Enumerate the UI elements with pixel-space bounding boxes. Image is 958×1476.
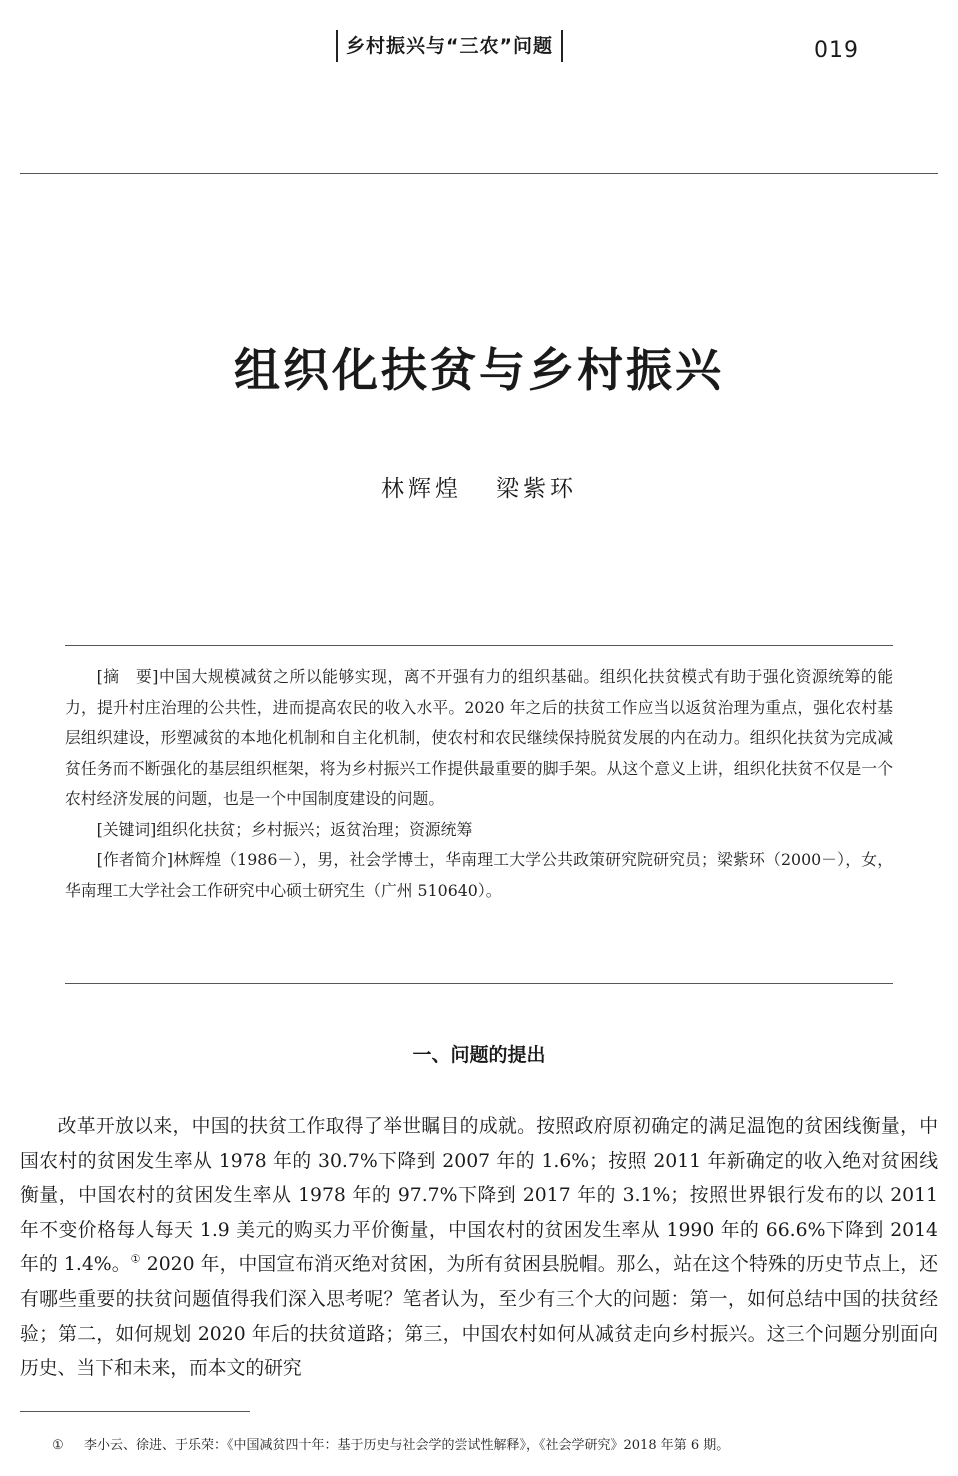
footnote-text: 李小云、徐进、于乐荣：《中国减贫四十年：基于历史与社会学的尝试性解释》，《社会学研究》2018 年第 6 期。 bbox=[84, 1438, 730, 1453]
keywords-text: 组织化扶贫；乡村振兴；返贫治理；资源统筹 bbox=[156, 819, 473, 839]
page-number: 019 bbox=[814, 38, 859, 63]
running-header: 乡村振兴与“三农”问题 bbox=[336, 30, 563, 62]
author-info-label: [作者简介] bbox=[96, 850, 174, 869]
abstract-paragraph bbox=[65, 662, 893, 815]
abstract-block bbox=[65, 662, 893, 906]
article-title: 组织化扶贫与乡村振兴 bbox=[234, 343, 724, 397]
abstract-bottom-rule bbox=[65, 983, 893, 984]
keywords-label: [关键词] bbox=[96, 819, 157, 839]
footnote-reference[interactable]: ① bbox=[130, 1253, 141, 1267]
section-heading: 一、问题的提出 bbox=[412, 1044, 546, 1066]
article-authors: 林辉煌 梁紫环 bbox=[381, 476, 577, 502]
header-divider bbox=[20, 173, 938, 174]
footnote-divider bbox=[20, 1411, 250, 1412]
body-paragraph bbox=[20, 1110, 938, 1387]
abstract-text: 中国大规模减贫之所以能够实现，离不开强有力的组织基础。组织化扶贫模式有助于强化资源统筹的能力，提升村庄治理的公共性，进而提高农民的收入水平。2020 年之后的扶贫工作应当以返贫治理为重点，强化农村基层组织建设，形塑减贫的本地化机制和自主化机制，使农村和农民继续保持脱贫发展的内在动力。组织化扶贫为完成减贫任务而不断强化的基层组织框架，将为乡村振兴工作提供最重要的脚手架。从这个意义上讲，组织化扶贫不仅是一个农村经济发展的问题，也是一个中国制度建设的问题。 bbox=[65, 667, 893, 808]
keywords-paragraph bbox=[65, 815, 893, 846]
abstract-top-rule bbox=[65, 645, 893, 646]
author-info-text: 林辉煌（1986－），男，社会学博士，华南理工大学公共政策研究院研究员；梁紫环（2000－），女，华南理工大学社会工作研究中心硕士研究生（广州 510640）。 bbox=[65, 850, 893, 900]
abstract-label: [摘 要] bbox=[96, 667, 159, 686]
footnote-marker: ① bbox=[52, 1438, 64, 1453]
body-text bbox=[20, 1110, 938, 1387]
body-text-part-2: 2020 年，中国宣布消灭绝对贫困，为所有贫困县脱帽。那么，站在这个特殊的历史节点上，还有哪些重要的扶贫问题值得我们深入思考呢？笔者认为，至少有三个大的问题：第一，如何总结中国的扶贫经验；第二，如何规划 2020 年后的扶贫道路；第三，中国农村如何从减贫走向乡村振兴。这三个问题分别面向历史、当下和未来，而本文的研究 bbox=[20, 1254, 938, 1380]
author-info-paragraph bbox=[65, 845, 893, 906]
footnote bbox=[52, 1437, 932, 1455]
body-text-part-1: 改革开放以来，中国的扶贫工作取得了举世瞩目的成就。按照政府原初确定的满足温饱的贫困线衡量，中国农村的贫困发生率从 1978 年的 30.7%下降到 2007 年的 1.6%；按照 2011 年新确定的收入绝对贫困线衡量，中国农村的贫困发生率从 1978 年的 97.7%下降到 2017 年的 3.1%；按照世界银行发布的以 2011 年不变价格每人每天 1.9 美元的购买力平价衡量，中国农村的贫困发生率从 1990 年的 66.6%下降到 2014 年的 1.4%。 bbox=[20, 1116, 938, 1276]
